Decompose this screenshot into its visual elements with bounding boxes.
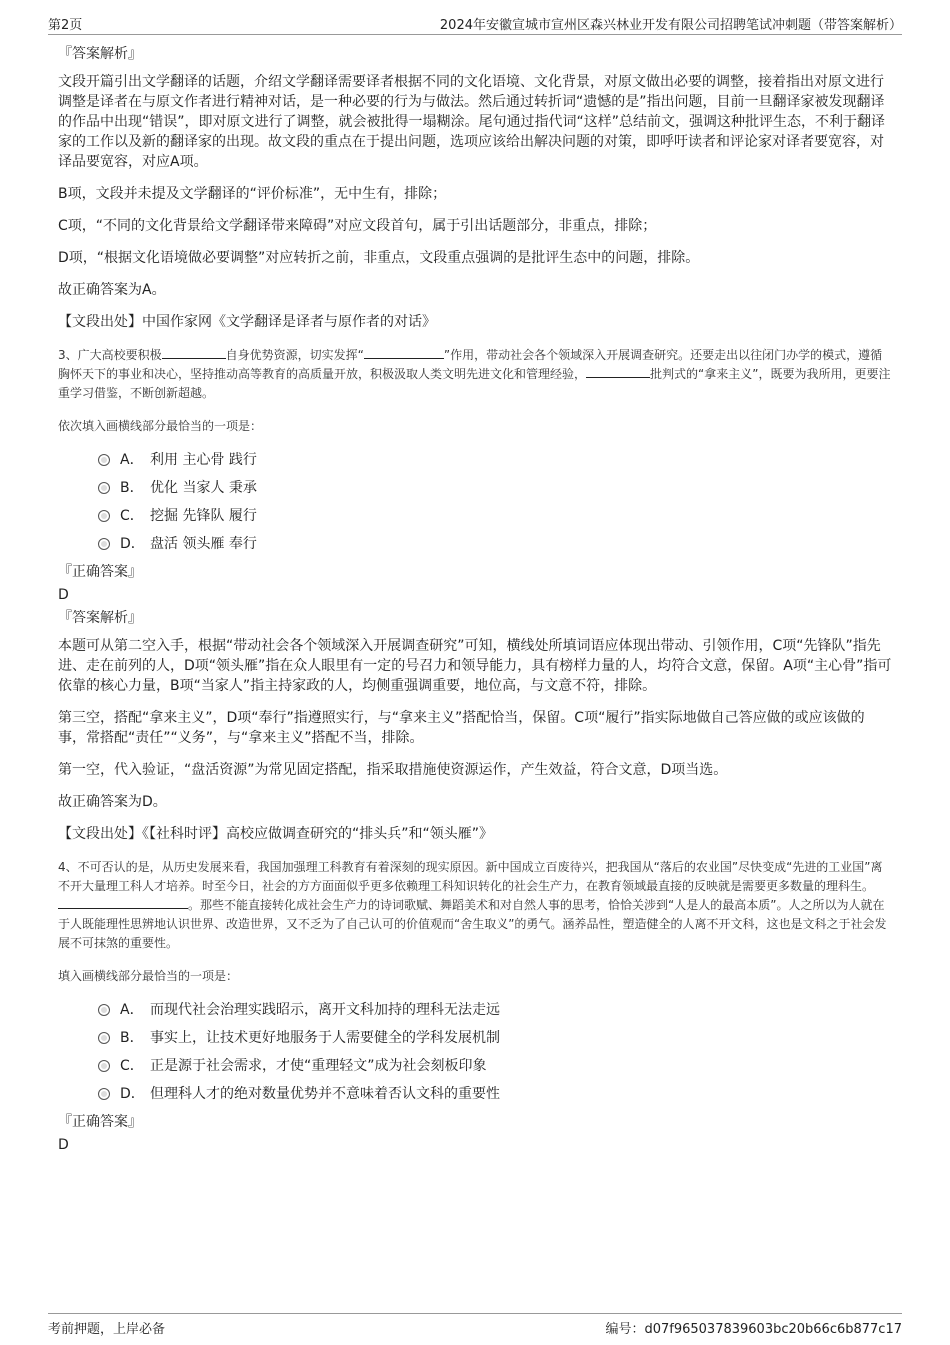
radio-icon[interactable] (98, 454, 110, 466)
question-3-prompt: 依次填入画横线部分最恰当的一项是： (58, 419, 263, 433)
fill-blank (162, 346, 226, 359)
radio-icon[interactable] (98, 538, 110, 550)
page-number: 第2页 (48, 18, 83, 33)
option-c[interactable]: C． 挖掘 先锋队 履行 (98, 502, 892, 530)
radio-icon[interactable] (98, 1088, 110, 1100)
option-a[interactable]: A． 而现代社会治理实践昭示，离开文科加持的理科无法走远 (98, 996, 892, 1024)
correct-answer: D (58, 1137, 69, 1153)
question-4-options (98, 996, 892, 1108)
analysis-paragraph: 文段开篇引出文学翻译的话题，介绍文学翻译需要译者根据不同的文化语境、文化背景，对原文做出必要的调整，接着指出对原文进行调整是译者在与原文作者进行精神对话，是一种必要的行为与做法。然后通过转折词“遗憾的是”指出问题，目前一旦翻译家被发现翻译的作品中出现“错误”，即对原文进行了调整，就会被批得一塌糊涂。尾句通过指代词“这样”总结前文，强调这种批评生态，不利于翻译家的工作以及新的翻译家的出现。故文段的重点在于提出问题，选项应该给出解决问题的对策，即呼吁读者和评论家对译者要宽容，对译品要宽容，对应A项。 (58, 74, 886, 170)
analysis-tag: 『答案解析』 (58, 610, 142, 626)
analysis-paragraph: D项，“根据文化语境做必要调整”对应转折之前，非重点，文段重点强调的是批评生态中的问题，排除。 (58, 250, 700, 266)
option-d[interactable]: D． 盘活 领头雁 奉行 (98, 530, 892, 558)
answer-tag: 『正确答案』 (58, 1114, 142, 1130)
analysis-paragraph: 本题可从第二空入手，根据“带动社会各个领域深入开展调查研究”可知，横线处所填词语应体现出带动、引领作用，C项“先锋队”指先进、走在前列的人，D项“领头雁”指在众人眼里有一定的号召力和领导能力，具有榜样力量的人，均符合文意，保留。A项“主心骨”指可依靠的核心力量，B项“当家人”指主持家政的人，均侧重强调重要，地位高，与文意不符，排除。 (58, 638, 892, 694)
option-b[interactable]: B． 事实上，让技术更好地服务于人需要健全的学科发展机制 (98, 1024, 892, 1052)
footer-slogan: 考前押题，上岸必备 (48, 1322, 166, 1337)
answer-tag: 『正确答案』 (58, 564, 142, 580)
analysis-paragraph: 第一空，代入验证，“盘活资源”为常见固定搭配，指采取措施使资源运作，产生效益，符合文意，D项当选。 (58, 762, 728, 778)
source-note: 【文段出处】《【社科时评】高校应做调查研究的“排头兵”和“领头雁”》 (58, 826, 494, 842)
question-4-stem: 4、不可否认的是，从历史发展来看，我国加强理工科教育有着深刻的现实原因。新中国成立百废待兴，把我国从“落后的农业国”尽快变成“先进的工业国”离不开大量理工科人才培养。时至今日，社会的方方面面似乎更多依赖理工科知识转化的社会生产力，在教育领域最直接的反映就是需要更多数量的理科生。。那些不能直接转化成社会生产力的诗词歌赋、舞蹈美术和对自然人事的思考，恰恰关涉到“人是人的最高本质”。人之所以为人就在于人既能理性思辨地认识世界、改造世界，又不乏为了自己认可的价值观而“舍生取义”的勇气。涵养品性，塑造健全的人离不开文科，这也是文科之于社会发展不可抹煞的重要性。 (58, 860, 887, 950)
fill-blank (586, 365, 650, 378)
radio-icon[interactable] (98, 1060, 110, 1072)
radio-icon[interactable] (98, 482, 110, 494)
page-footer (48, 1313, 902, 1338)
analysis-paragraph: B项，文段并未提及文学翻译的“评价标准”，无中生有，排除； (58, 186, 447, 202)
option-c[interactable]: C． 正是源于社会需求，才使“重理轻文”成为社会刻板印象 (98, 1052, 892, 1080)
correct-answer: D (58, 587, 69, 603)
question-3-stem: 3、广大高校要积极 自身优势资源，切实发挥“ ”作用，带动社会各个领域深入开展调查研究。还要走出以往闭门办学的模式，遵循胸怀天下的事业和决心，坚持推动高等教育的高质量开放，积极汲取人类文明先进文化和管理经验， 批判式的“拿来主义”，既要为我所用，更要注重学习借鉴，不断创新超越。 (58, 348, 891, 400)
fill-blank (364, 346, 444, 359)
option-a[interactable]: A． 利用 主心骨 践行 (98, 446, 892, 474)
page-header (48, 14, 902, 35)
page-content (58, 40, 892, 1154)
source-note: 【文段出处】中国作家网《文学翻译是译者与原作者的对话》 (58, 314, 436, 330)
analysis-paragraph: 第三空，搭配“拿来主义”，D项“奉行”指遵照实行，与“拿来主义”搭配恰当，保留。C项“履行”指实际地做自己答应做的或应该做的事，常搭配“责任”“义务”，与“拿来主义”搭配不当，排除。 (58, 710, 865, 746)
option-d[interactable]: D． 但理科人才的绝对数量优势并不意味着否认文科的重要性 (98, 1080, 892, 1108)
radio-icon[interactable] (98, 1004, 110, 1016)
document-id: 编号：d07f965037839603bc20b66c6b877c17 (605, 1322, 902, 1337)
question-4-prompt: 填入画横线部分最恰当的一项是： (58, 969, 239, 983)
radio-icon[interactable] (98, 1032, 110, 1044)
analysis-tag: 『答案解析』 (58, 46, 142, 62)
analysis-paragraph: 故正确答案为D。 (58, 794, 167, 810)
document-title: 2024年安徽宣城市宣州区森兴林业开发有限公司招聘笔试冲刺题（带答案解析） (439, 18, 902, 33)
radio-icon[interactable] (98, 510, 110, 522)
option-b[interactable]: B． 优化 当家人 秉承 (98, 474, 892, 502)
analysis-paragraph: 故正确答案为A。 (58, 282, 166, 298)
question-3-options (98, 446, 892, 558)
fill-blank (58, 896, 188, 909)
analysis-paragraph: C项，“不同的文化背景给文学翻译带来障碍”对应文段首句，属于引出话题部分，非重点，排除； (58, 218, 657, 234)
